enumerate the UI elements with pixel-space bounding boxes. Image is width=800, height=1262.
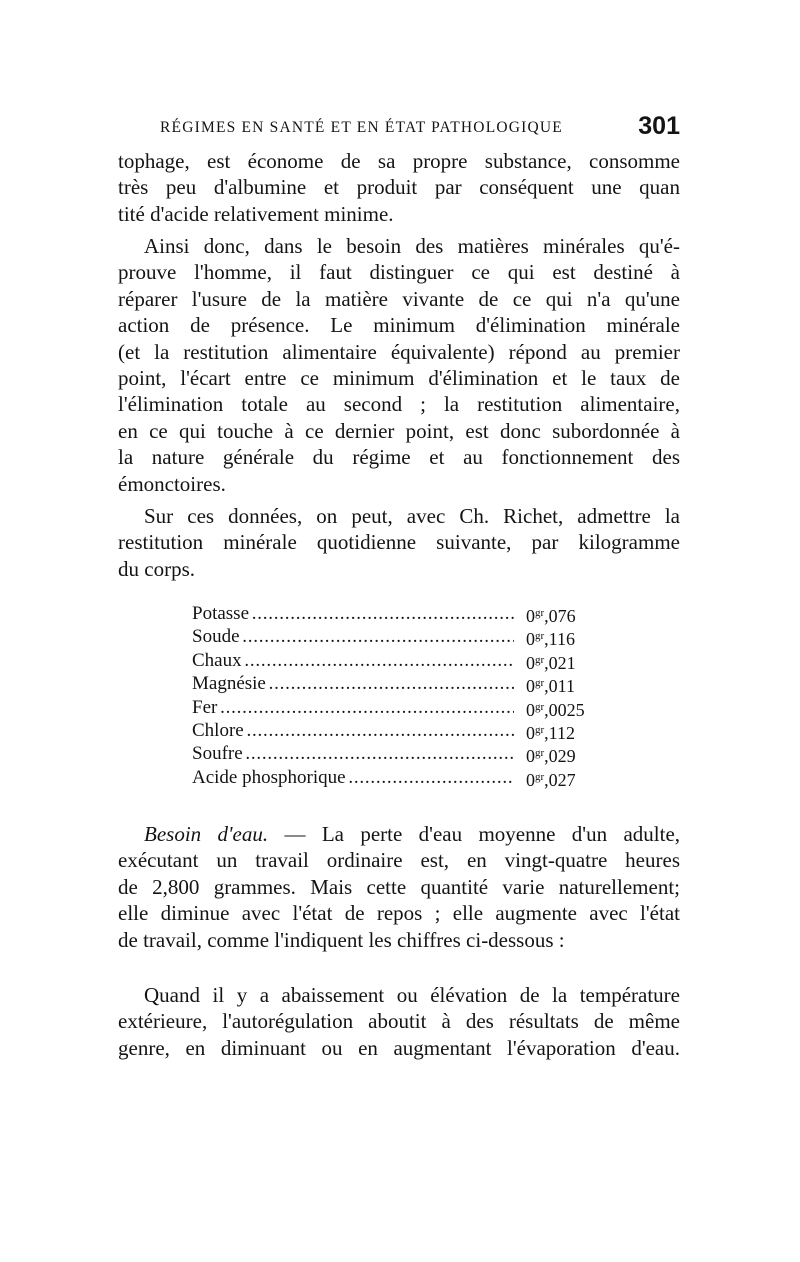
mineral-name: Chaux . . . — [192, 649, 514, 672]
page-header — [160, 112, 680, 142]
paragraph-2 — [118, 233, 680, 497]
table-row — [190, 696, 620, 719]
text-line: action de présence. Le minimum d'élimination minérale — [118, 313, 680, 338]
page-number: 301 — [638, 112, 680, 140]
text-line: réparer l'usure de la matière vivante de ce qui n'a qu'une — [118, 286, 680, 311]
mineral-name: Chlore . . . — [192, 719, 514, 742]
text-line: l'élimination totale au second ; la restitution alimentaire, — [118, 392, 680, 417]
text-line: émonctoires. — [118, 471, 226, 496]
text-line: très peu d'albumine et produit par conséquent une quan — [118, 175, 680, 200]
table-row — [190, 742, 620, 765]
mineral-name: Soufre . . . — [192, 742, 514, 765]
text-line: exécutant un travail ordinaire est, en vingt-quatre heures — [118, 848, 680, 873]
text-line: prouve l'homme, il faut distinguer ce qui est destiné à — [118, 260, 680, 285]
running-title: RÉGIMES EN SANTÉ ET EN ÉTAT PATHOLOGIQUE — [160, 119, 563, 136]
text-line: Sur ces données, on peut, avec Ch. Richet, admettre la — [144, 504, 680, 528]
mineral-name: Acide phosphorique . . . — [192, 766, 514, 789]
text-line: tité d'acide relativement minime. — [118, 201, 394, 226]
mineral-name: Fer . . . — [192, 696, 514, 719]
text-line: Ainsi donc, dans le besoin des matières minérales qu'é- — [144, 234, 680, 258]
text-line: (et la restitution alimentaire équivalente) répond au premier — [118, 339, 680, 364]
text-line: elle diminue avec l'état de repos ; elle augmente avec l'état — [118, 901, 680, 926]
paragraph-5 — [118, 982, 680, 1061]
text-line: de travail, comme l'indiquent les chiffres ci-dessous : — [118, 927, 565, 952]
mineral-table — [190, 602, 620, 789]
mineral-value: $0^{gr},112$ — [526, 722, 576, 743]
mineral-value: $0^{gr},011$ — [526, 676, 576, 697]
table-row — [190, 602, 620, 625]
text-line: de 2,800 grammes. Mais cette quantité varie naturellement; — [118, 874, 680, 899]
mineral-value: $0^{gr},027$ — [526, 769, 576, 790]
mineral-name: Potasse . . . — [192, 602, 514, 625]
text-line: Besoin d'eau. — La perte d'eau moyenne d'un adulte, — [144, 822, 681, 846]
text-line: du corps. — [118, 556, 195, 581]
table-row — [190, 766, 620, 789]
text-line: en ce qui touche à ce dernier point, est donc subordonnée à — [118, 418, 680, 443]
text-line: restitution minérale quotidienne suivante, par kilogramme — [118, 530, 680, 555]
table-row — [190, 719, 620, 742]
section-heading: Besoin d'eau. — [144, 822, 269, 846]
mineral-value: $0^{gr},029$ — [526, 746, 576, 767]
text-line: genre, en diminuant ou en augmentant l'évaporation d'eau. — [118, 1035, 680, 1060]
mineral-name: Magnésie . . . — [192, 672, 514, 695]
text-line: tophage, est économe de sa propre substance, consomme — [118, 149, 680, 173]
mineral-value: $0^{gr},021$ — [526, 652, 576, 673]
table-row — [190, 672, 620, 695]
mineral-value: $0^{gr},0025$ — [526, 699, 585, 720]
table-row — [190, 625, 620, 648]
text-line: extérieure, l'autorégulation aboutit à des résultats de même — [118, 1009, 680, 1034]
text-line: Quand il y a abaissement ou élévation de la température — [144, 983, 680, 1007]
text-line: point, l'écart entre ce minimum d'élimination et le taux de — [118, 365, 680, 390]
mineral-name: Soude . . . — [192, 625, 514, 648]
mineral-value: $0^{gr},116$ — [526, 629, 576, 650]
paragraph-3 — [118, 503, 680, 582]
text-line: la nature générale du régime et au fonctionnement des — [118, 445, 680, 470]
table-row — [190, 649, 620, 672]
mineral-value: $0^{gr},076$ — [526, 606, 576, 626]
paragraph-4 — [118, 821, 680, 953]
paragraph-1 — [118, 148, 680, 227]
